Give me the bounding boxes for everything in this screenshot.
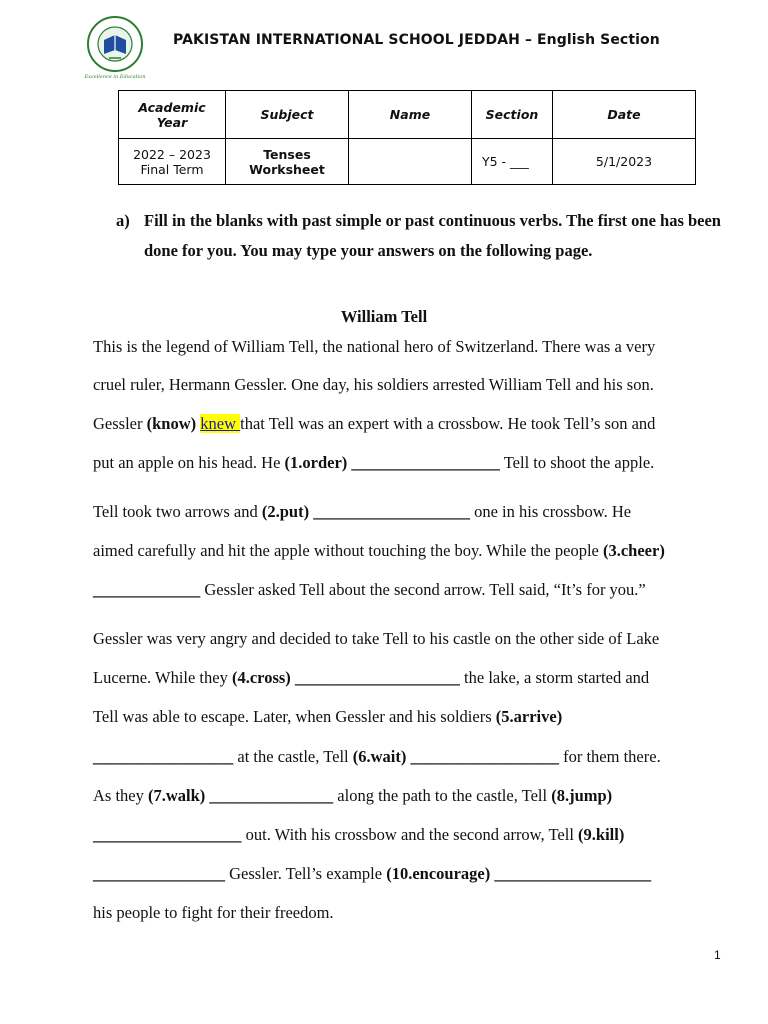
story-text: Tell was able to escape. Later, when Gessler and his soldiers — [93, 707, 496, 726]
verb-blank: __________________ — [93, 825, 242, 844]
svg-text:Excellence in Education: Excellence in Education — [84, 74, 146, 80]
story-line — [93, 786, 612, 806]
story-line — [93, 747, 661, 767]
story-text: one in his crossbow. He — [469, 502, 632, 521]
story-text: put an apple on his head. He — [93, 453, 285, 472]
story-line — [93, 864, 651, 884]
story-text: out. With his crossbow and the second arrow, Tell — [241, 825, 579, 844]
verb-blank: (6.wait) __________________ — [352, 747, 559, 766]
date-header: Date — [553, 91, 696, 139]
story-line — [93, 414, 655, 434]
story-text: for them there. — [558, 747, 661, 766]
story-text: Tell to shoot the apple. — [499, 453, 655, 472]
verb-prompt: (8.jump) — [551, 786, 613, 805]
subject-cell — [226, 139, 349, 185]
example-answer[interactable]: knew — [200, 414, 241, 433]
instructions — [116, 206, 728, 266]
verb-prompt: (9.kill) — [578, 825, 625, 844]
academic-year-value: 2022 – 2023 — [133, 146, 211, 162]
story-line — [93, 629, 659, 649]
story-title: William Tell — [340, 307, 428, 326]
subject-value-line2: Worksheet — [249, 161, 325, 177]
verb-prompt: (5.arrive) — [495, 707, 563, 726]
name-field[interactable] — [349, 139, 472, 185]
story-line — [93, 502, 631, 522]
term-value: Final Term — [140, 161, 204, 177]
story-text: the lake, a storm started and — [459, 668, 650, 687]
story-line — [93, 375, 654, 395]
verb-blank: (7.walk) _______________ — [148, 786, 334, 805]
story-line — [93, 541, 665, 561]
story-text: Gessler was very angry and decided to take Tell to his castle on the other side of Lake — [93, 629, 660, 648]
story-text: Tell took two arrows and — [93, 502, 262, 521]
subject-value-line1: Tenses — [263, 146, 311, 162]
story-text: Gessler asked Tell about the second arrow. Tell said, “It’s for you.” — [200, 580, 646, 599]
story-text: that Tell was an expert with a crossbow. He took Tell’s son and — [240, 414, 656, 433]
school-title: PAKISTAN INTERNATIONAL SCHOOL JEDDAH – English Section — [173, 32, 660, 48]
info-table-row — [119, 139, 696, 185]
subject-header: Subject — [226, 91, 349, 139]
verb-blank: ________________ — [93, 864, 225, 883]
date-value: 5/1/2023 — [553, 139, 696, 185]
story-line — [93, 707, 562, 727]
verb-blank: (1.order) __________________ — [284, 453, 500, 472]
section-field[interactable]: Y5 - ___ — [472, 139, 553, 185]
story-text: This is the legend of William Tell, the national hero of Switzerland. There was a very — [93, 337, 656, 356]
story-line — [93, 668, 649, 688]
story-text: at the castle, Tell — [233, 747, 353, 766]
story-line — [93, 580, 646, 600]
school-logo — [84, 14, 146, 80]
story-text: cruel ruler, Hermann Gessler. One day, his soldiers arrested William Tell and his son. — [93, 375, 654, 394]
verb-blank: (4.cross) ____________________ — [231, 668, 460, 687]
page-number: 1 — [714, 948, 721, 962]
academic-year-cell — [119, 139, 226, 185]
story-line — [93, 825, 624, 845]
academic-year-header: Academic Year — [119, 91, 226, 139]
verb-blank: _________________ — [93, 747, 234, 766]
story-text: Gessler — [93, 414, 147, 433]
story-text: his people to fight for their freedom. — [93, 903, 334, 922]
verb-blank: (10.encourage) ___________________ — [386, 864, 652, 883]
story-text: Lucerne. While they — [93, 668, 232, 687]
story-text: Gessler. Tell’s example — [225, 864, 387, 883]
name-header: Name — [349, 91, 472, 139]
info-table-header-row — [119, 91, 696, 139]
instruction-text: Fill in the blanks with past simple or past continuous verbs. The first one has been done for you. You may type your answers on the following page. — [144, 211, 721, 260]
instruction-marker: a) — [116, 211, 130, 230]
verb-prompt: (know) — [146, 414, 197, 433]
verb-blank: _____________ — [93, 580, 201, 599]
story-text: As they — [93, 786, 148, 805]
section-header: Section — [472, 91, 553, 139]
verb-blank: (2.put) ___________________ — [261, 502, 470, 521]
story-line — [93, 337, 655, 357]
story-line — [93, 453, 654, 473]
info-table — [118, 90, 696, 185]
verb-prompt: (3.cheer) — [602, 541, 665, 560]
story-text: aimed carefully and hit the apple without touching the boy. While the people — [93, 541, 603, 560]
story-text: along the path to the castle, Tell — [333, 786, 552, 805]
story-line — [93, 903, 334, 923]
